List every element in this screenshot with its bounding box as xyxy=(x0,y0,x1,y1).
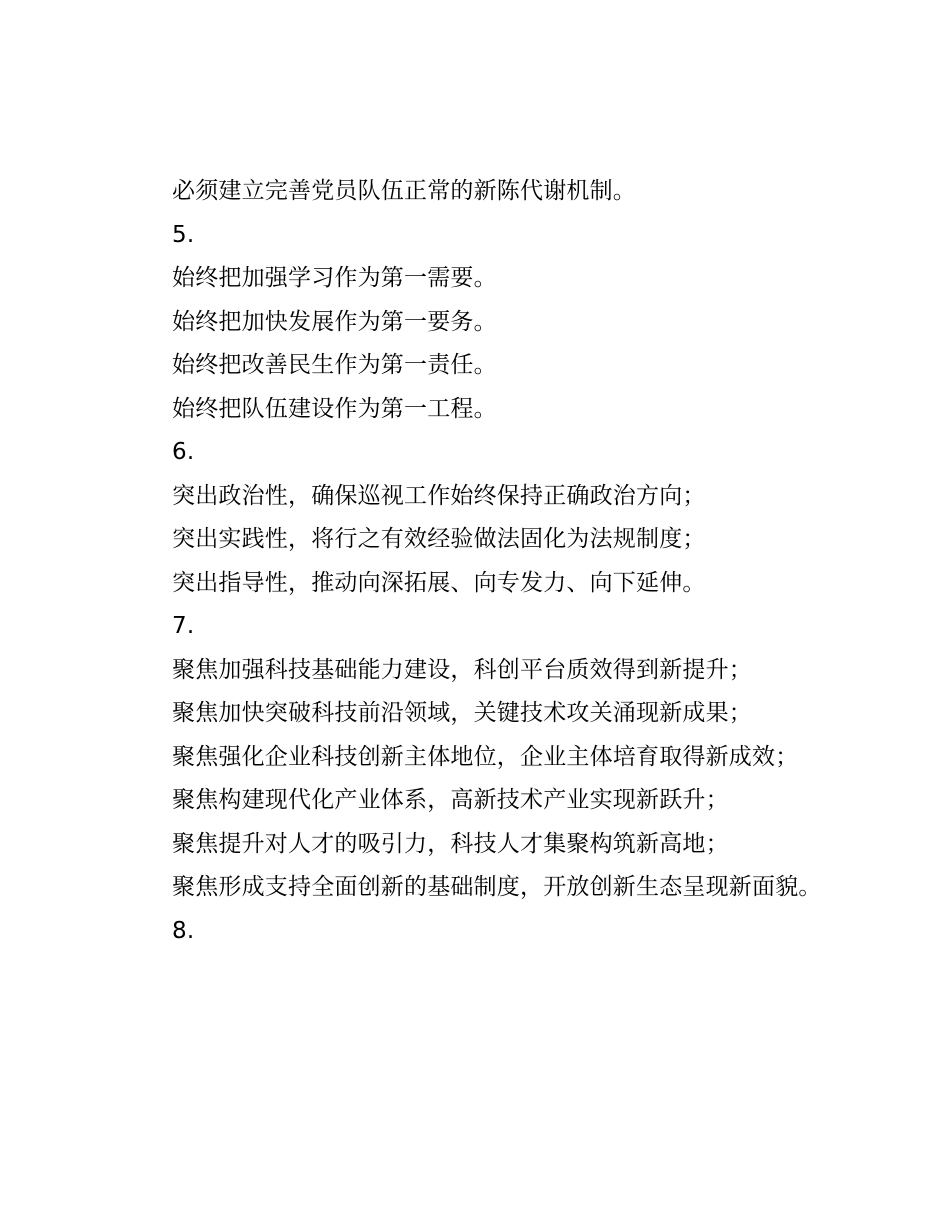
paragraph: 聚焦形成支持全面创新的基础制度，开放创新生态呈现新面貌。 xyxy=(172,874,822,900)
document-body xyxy=(124,170,824,953)
paragraph: 聚焦加强科技基础能力建设，科创平台质效得到新提升； xyxy=(172,656,752,683)
paragraph: 聚焦加快突破科技前沿领域，关键技术攻关涌现新成果； xyxy=(172,700,752,726)
paragraph: 必须建立完善党员队伍正常的新陈代谢机制。 xyxy=(172,178,636,204)
paragraph: 突出指导性，推动向深拓展、向专发力、向下延伸。 xyxy=(172,569,706,596)
paragraph: 始终把加强学习作为第一需要。 xyxy=(172,265,497,291)
section-number: 7. xyxy=(172,613,195,639)
paragraph: 始终把改善民生作为第一责任。 xyxy=(172,352,497,378)
section-number: 6. xyxy=(172,439,195,465)
paragraph: 聚焦提升对人才的吸引力，科技人才集聚构筑新高地； xyxy=(172,830,729,857)
section-number: 8. xyxy=(172,917,195,944)
paragraph: 突出政治性，确保巡视工作始终保持正确政治方向； xyxy=(172,482,706,509)
paragraph: 聚焦强化企业科技创新主体地位，企业主体培育取得新成效； xyxy=(172,743,799,770)
paragraph: 突出实践性，将行之有效经验做法固化为法规制度； xyxy=(172,526,706,552)
paragraph: 始终把队伍建设作为第一工程。 xyxy=(172,395,497,422)
paragraph: 始终把加快发展作为第一要务。 xyxy=(172,308,497,335)
section-number: 5. xyxy=(172,221,195,248)
paragraph: 聚焦构建现代化产业体系，高新技术产业实现新跃升； xyxy=(172,787,729,813)
